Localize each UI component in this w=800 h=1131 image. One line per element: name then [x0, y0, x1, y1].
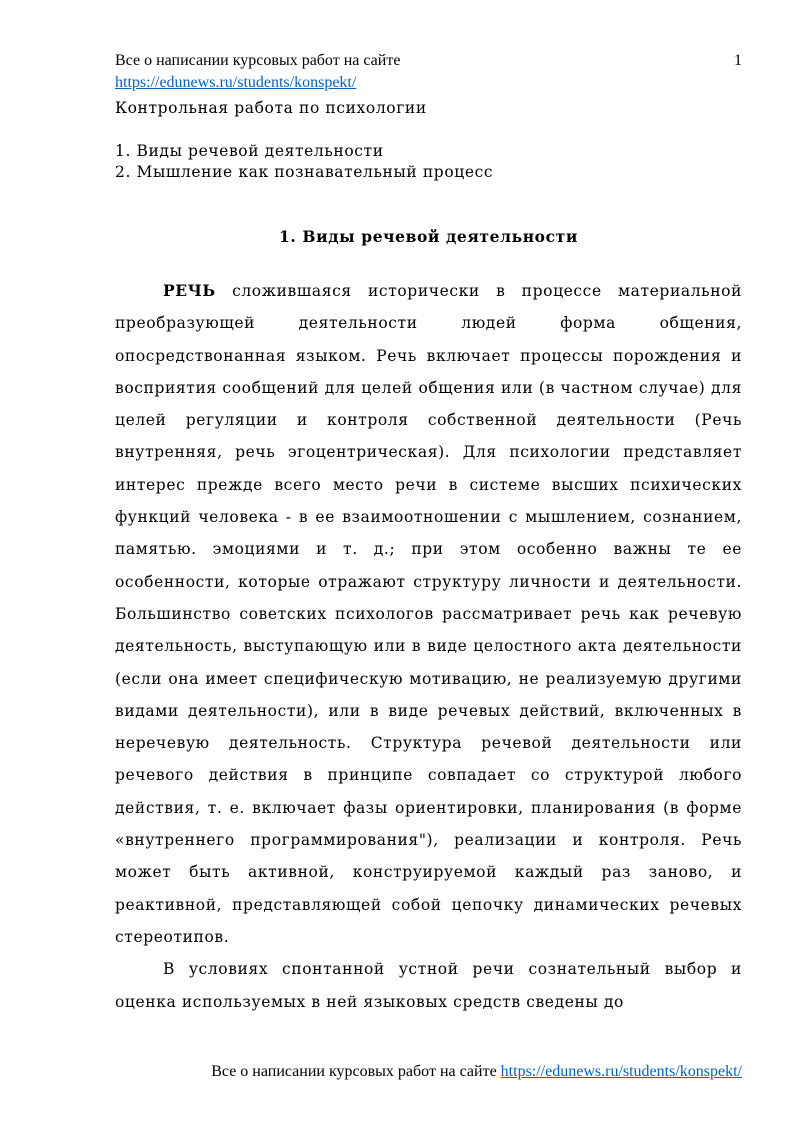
section-heading: 1. Виды речевой деятельности — [279, 227, 578, 246]
term-lead: РЕЧЬ — [163, 281, 216, 300]
document-title: Контрольная работа по психологии — [115, 99, 427, 117]
page-number: 1 — [734, 52, 742, 69]
header-text: Все о написании курсовых работ на сайте — [115, 52, 401, 69]
paragraph — [115, 275, 742, 953]
footer-link[interactable]: https://edunews.ru/students/konspekt/ — [500, 1063, 742, 1080]
body-text — [115, 275, 742, 1018]
toc-item: 1. Виды речевой деятельности — [115, 142, 384, 160]
header-link[interactable]: https://edunews.ru/students/konspekt/ — [115, 74, 357, 91]
page-footer — [115, 1061, 742, 1083]
footer-text: Все о написании курсовых работ на сайте — [211, 1063, 501, 1080]
paragraph: В условиях спонтанной устной речи сознательный выбор и оценка используемых в ней языковых средств сведены до — [115, 960, 742, 1011]
table-of-contents — [115, 141, 493, 183]
paragraph-text: сложившаяся исторически в процессе материальной преобразующей деятельности людей форма общения, опосредствонанная языком. Речь включает процессы порождения и восприятия сообщений для целей общения или (в частном случае) для целей регуляции и контроля собственной деятельности (Речь внутренняя, речь эгоцентрическая). Для психологии представляет интерес прежде всего место речи в системе высших психических функций человека - в ее взаимоотношении с мышлением, сознанием, памятью. эмоциями и т. д.; при этом особенно важны те ее особенности, которые отражают структуру личности и деятельности. Большинство советских психологов рассматривает речь как речевую деятельность, выступающую или в виде целостного акта деятельности (если она имеет специфическую мотивацию, не реализуемую другими видами деятельности), или в виде речевых действий, включенных в неречевую деятельность. Структура речевой деятельности или речевого действия в принципе совпадает со структурой любого действия, т. е. включает фазы ориентировки, планирования (в форме «внутреннего программирования"), реализации и контроля. Речь может быть активной, конструируемой каждый раз заново, и реактивной, представляющей собой цепочку динамических речевых стереотипов. — [115, 282, 742, 946]
toc-item: 2. Мышление как познавательный процесс — [115, 163, 494, 181]
page-header — [115, 50, 742, 72]
